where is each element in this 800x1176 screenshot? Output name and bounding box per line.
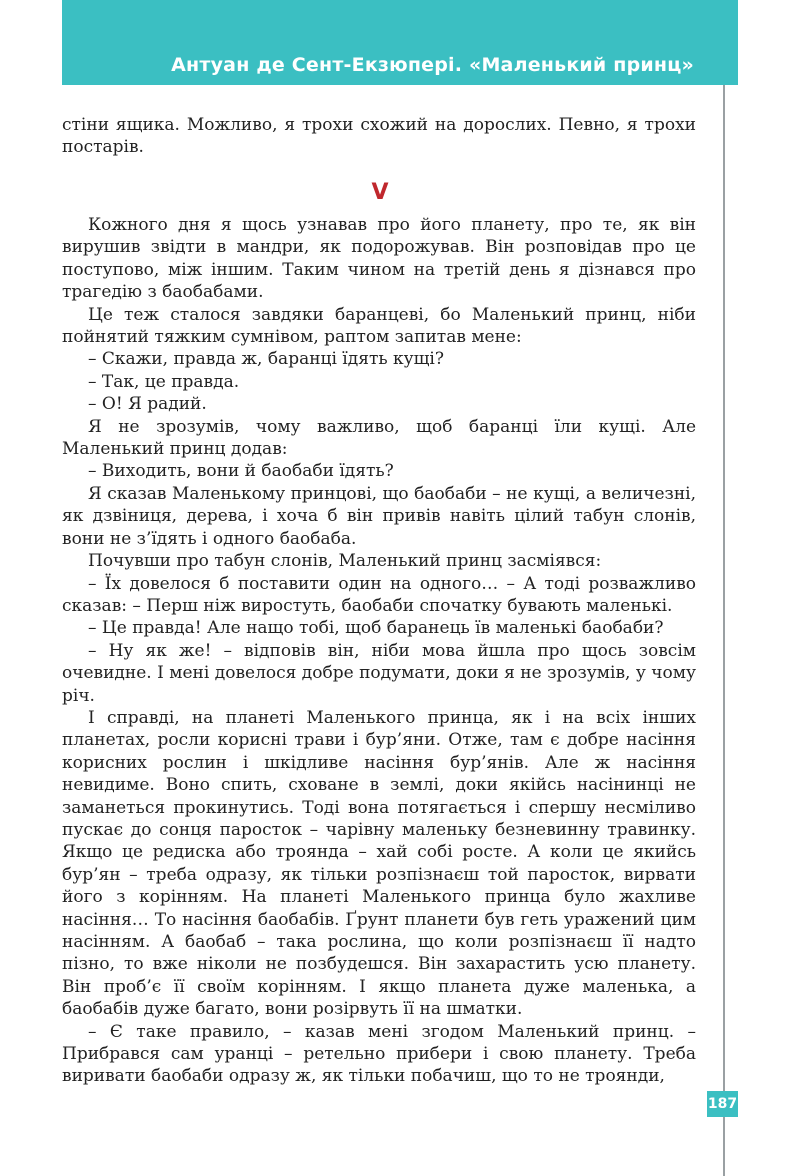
paragraph: Я не зрозумів, чому важливо, щоб баранці їли кущі. Але Маленький принц додав:	[62, 416, 696, 460]
dialogue-line: – Виходить, вони й баобаби їдять?	[88, 461, 394, 482]
paragraph: Кожного дня я щось узнавав про його планету, про те, як він вирушив звідти в мандри, як подорожував. Він розповідав про це поступово, між іншим. Таким чином на третій день я дізнався про трагедію з баобабами.	[62, 215, 696, 303]
top-text	[62, 114, 696, 159]
page-title: Антуан де Сент-Екзюпері. «Маленький принц»	[171, 54, 694, 76]
dialogue-line: – Ну як же! – відповів він, ніби мова йшла про щось зовсім очевидне. І мені довелося добре подумати, доки я не зрозумів, у чому річ.	[62, 640, 696, 706]
paragraph: Почувши про табун слонів, Маленький принц засміявся:	[88, 551, 602, 572]
dialogue-line: – Їх довелося б поставити один на одного… – А тоді розважливо сказав: – Перш ніж виростуть, баобаби спочатку бувають маленькі.	[62, 573, 696, 616]
chapter-text	[62, 214, 696, 1088]
header-band	[62, 0, 738, 85]
side-rule	[723, 85, 725, 1176]
dialogue-line: – О! Я радий.	[88, 394, 207, 415]
paragraph: Це теж сталося завдяки баранцеві, бо Маленький принц, ніби пойнятий тяжким сумнівом, раптом запитав мене:	[62, 304, 696, 348]
paragraph-continued: стіни ящика. Можливо, я трохи схожий на дорослих. Певно, я трохи постарів.	[62, 115, 696, 158]
page-number: 187	[707, 1091, 738, 1117]
dialogue-line: – Є таке правило, – казав мені згодом Маленький принц. – Прибрався сам уранці – ретельно прибери і свою планету. Треба виривати баобаби одразу ж, як тільки побачиш, що то не троянди,	[62, 1021, 696, 1087]
dialogue-line: – Так, це правда.	[88, 371, 240, 392]
dialogue-line: – Скажи, правда ж, баранці їдять кущі?	[88, 349, 444, 370]
dialogue-line: – Це правда! Але нащо тобі, щоб баранець їв маленькі баобаби?	[88, 618, 664, 639]
paragraph: Я сказав Маленькому принцові, що баобаби – не кущі, а величезні, як дзвіниця, дерева, і хоча б він привів навіть цілий табун слонів, вони не з’їдять і одного баобаба.	[62, 483, 696, 549]
paragraph: І справді, на планеті Маленького принца, як і на всіх інших планетах, росли корисні трави і бур’яни. Отже, там є добре насіння корисних рослин і шкідливе насіння бур’янів. Але ж насіння невидиме. Воно спить, сховане в землі, доки якійсь насінинці не заманеться прокинутись. Тоді вона потягається і спершу несміливо пускає до сонця паросток – чарівну маленьку безневинну травинку. Якщо це редиска або троянда – хай собі росте. А коли це якийсь бур’ян – треба одразу, як тільки розпізнаєш той паросток, вирвати його з корінням. На планеті Маленького принца було жахливе насіння… То насіння баобабів. Ґрунт планети був геть уражений цим насінням. А баобаб – така рослина, що коли розпізнаєш її надто пізно, то вже ніколи не позбудешся. Він захарастить усю планету. Він проб’є її своїм корінням. І якщо планета дуже маленька, а баобабів дуже багато, вони розірвуть її на шматки.	[62, 707, 696, 1020]
chapter-number: V	[371, 180, 389, 205]
